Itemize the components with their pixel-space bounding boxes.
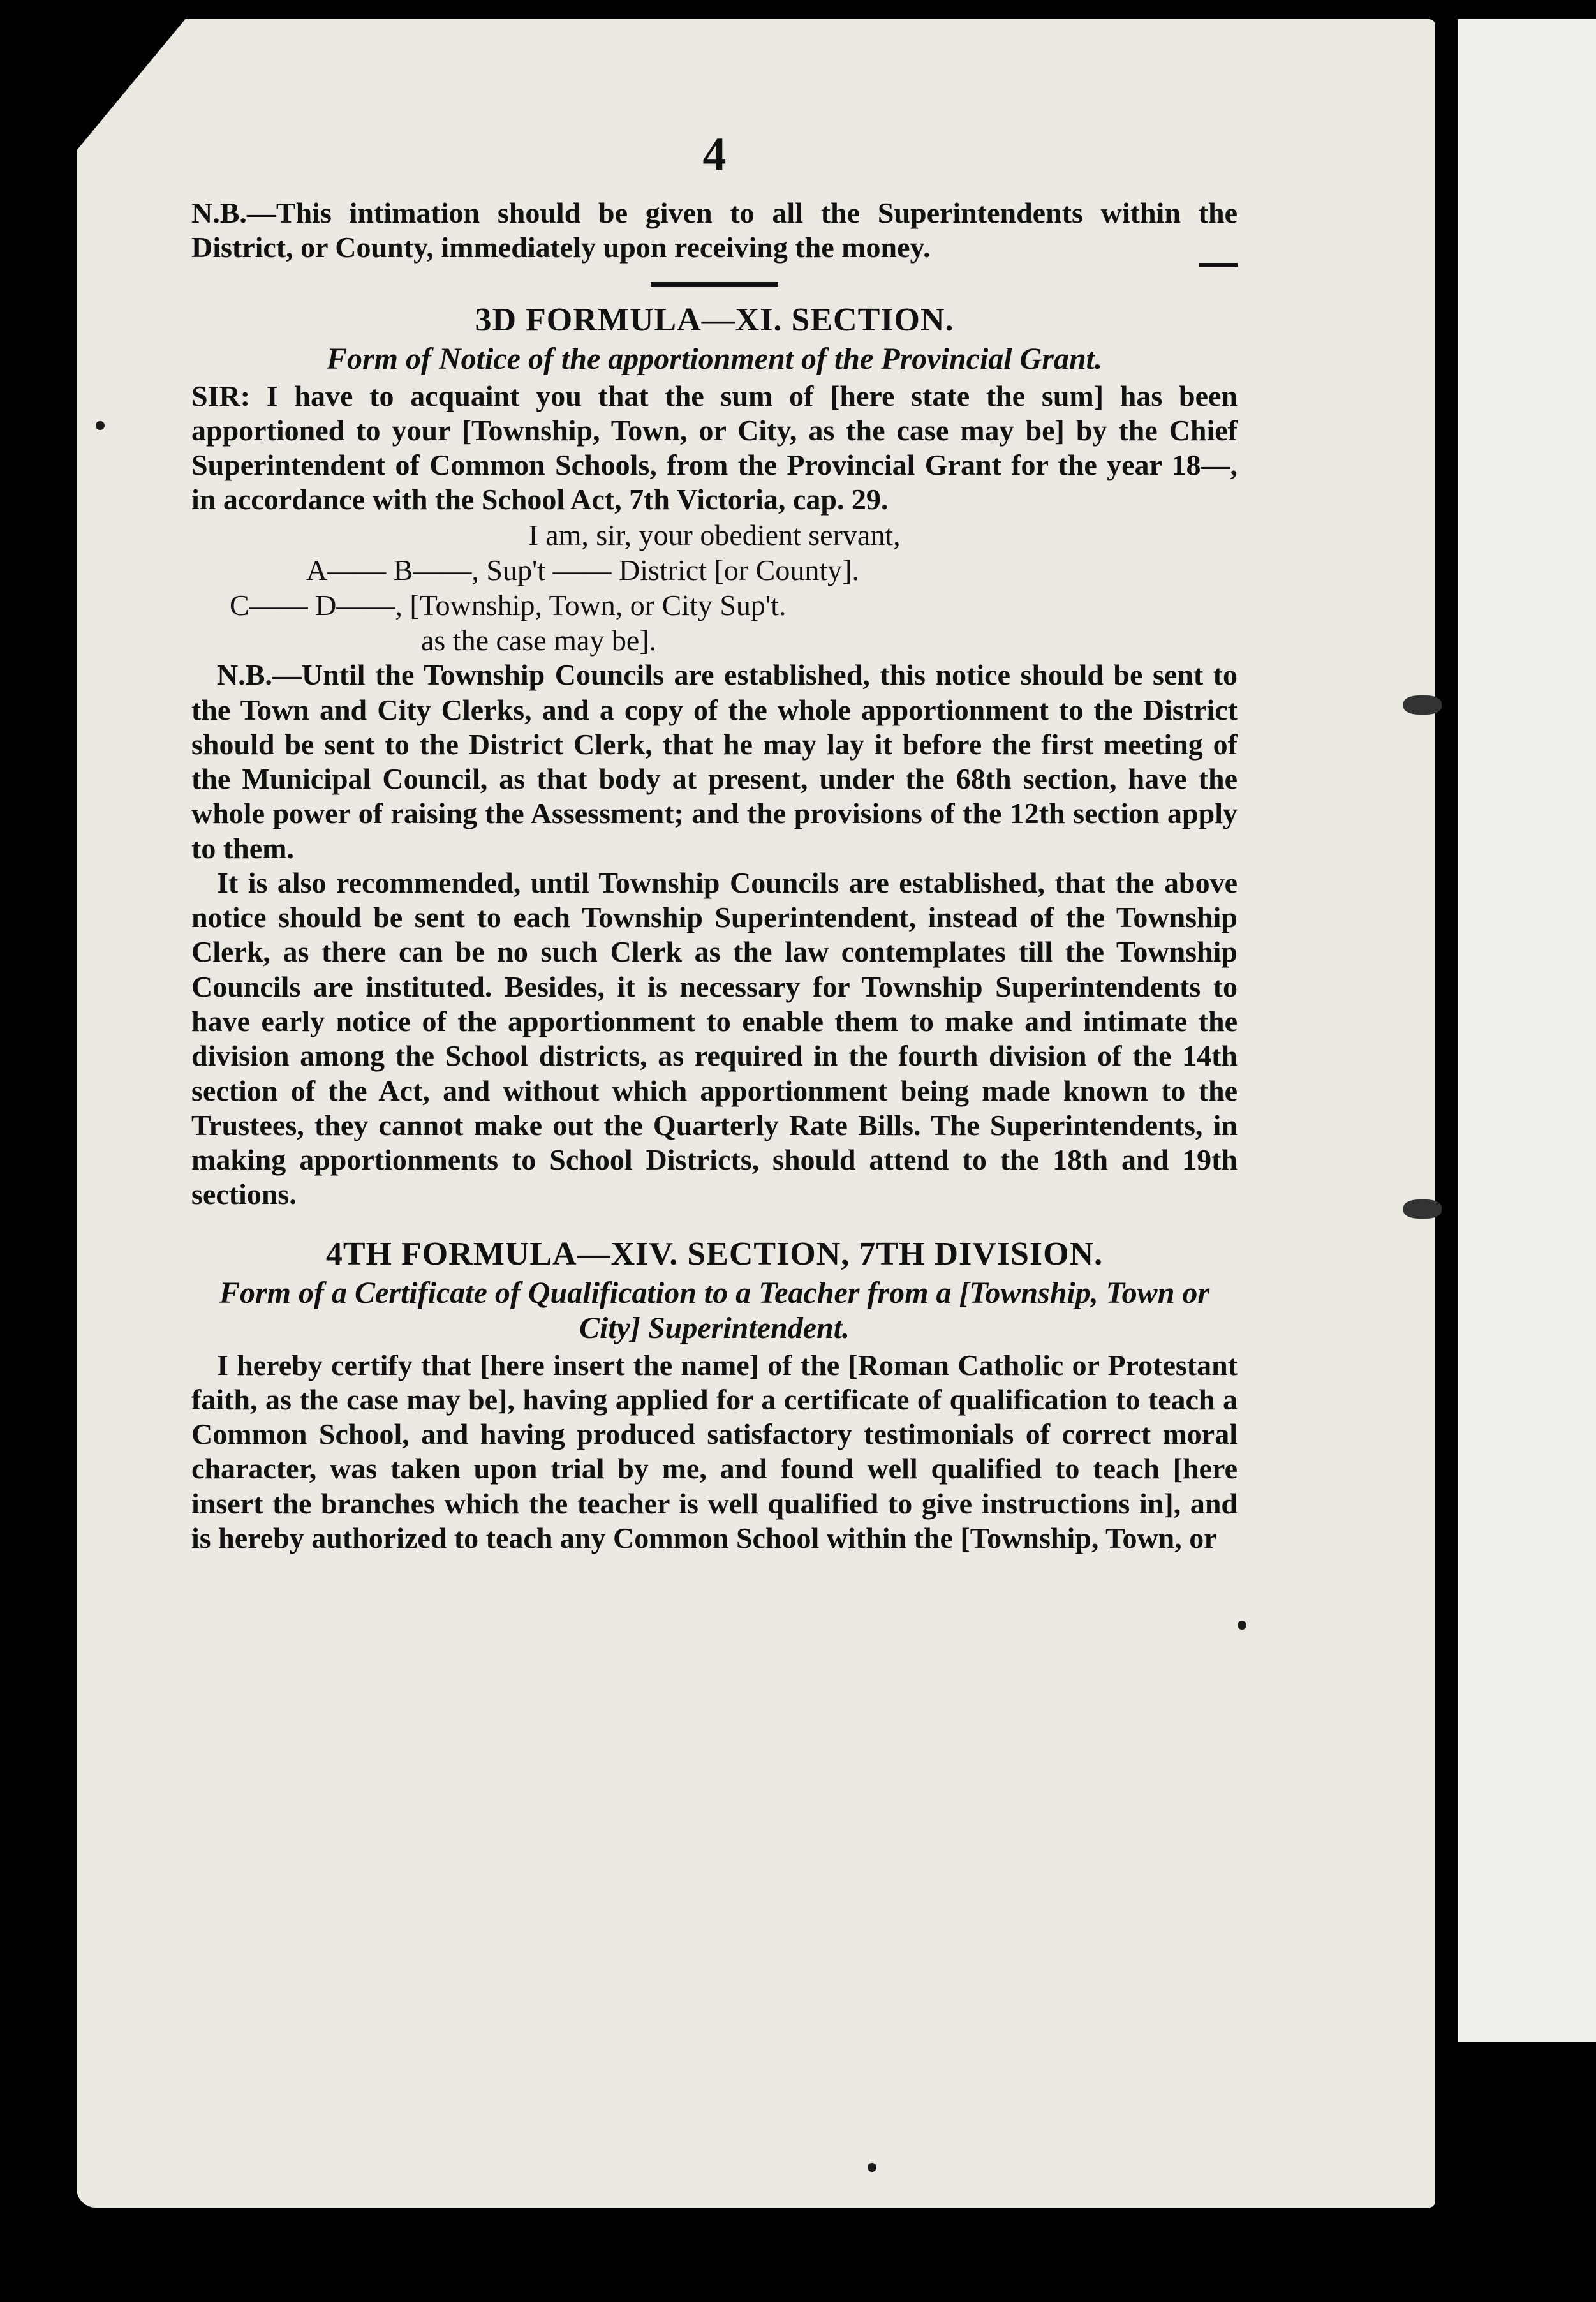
- formula-4-heading: 4TH FORMULA—XIV. SECTION, 7TH DIVISION.: [325, 1235, 1104, 1272]
- nb-intimation: N.B.—This intimation should be given to all the Superintendents within the District, or County, immediately upon receiving the money.: [191, 197, 1238, 264]
- nb-township-councils: N.B.—Until the Township Councils are established, this notice should be sent to the Town and City Clerks, and a copy of the whole apportionment to the District should be sent to the District Clerk, that he may lay it before the first meeting of the Municipal Council, as that body at present, under the 68th section, have the whole power of raising the Assessment; and the provisions of the 12th section apply to them.: [191, 658, 1238, 865]
- margin-mark: [1238, 1621, 1246, 1630]
- formula-3-closing: I am, sir, your obedient servant,: [528, 518, 901, 551]
- formula-4-body: I hereby certify that [here insert the name] of the [Roman Catholic or Protestant faith, as the case may be], having applied for a certificate of qualification to teach a Common School, and having produced satisfactory testimonials of correct moral character, was taken upon trial by me, and found well qualified to teach [here insert the branches which the teacher is well qualified to give instructions in], and is hereby authorized to teach any Common School within the [Township, Town, or: [191, 1348, 1238, 1554]
- paragraph-end-mark: [1199, 263, 1238, 267]
- margin-mark: [96, 421, 105, 430]
- page-number: 4: [702, 128, 727, 181]
- adjacent-page-edge: [1458, 19, 1596, 2042]
- formula-3-subheading: Form of Notice of the apportionment of the Provincial Grant.: [326, 341, 1102, 376]
- margin-mark: [868, 2163, 876, 2172]
- formula-4-subheading: Form of a Certificate of Qualification to a Teacher from a [Township, Town or City] Superintendent.: [219, 1275, 1210, 1345]
- recommendation-paragraph: It is also recommended, until Township Councils are established, that the above notice should be sent to each Township Superintendent, instead of the Township Clerk, as there can be no such Clerk as the law contemplates till the Township Councils are instituted. Besides, it is necessary for Township Superintendents to have early notice of the apportionment to enable them to make and intimate the division among the School districts, as required in the fourth division of the 14th section of the Act, and without which apportionment being made known to the Trustees, they cannot make out the Quarterly Rate Bills. The Superintendents, in making apportionments to School Districts, should attend to the 18th and 19th sections.: [191, 866, 1238, 1211]
- binding-thread-bottom: [1403, 1199, 1442, 1219]
- formula-3-signature-township: C—— D——, [Township, Town, or City Sup't.: [230, 588, 787, 621]
- section-rule: [651, 282, 778, 287]
- formula-3-heading: 3D FORMULA—XI. SECTION.: [475, 301, 954, 338]
- formula-3-signature-note: as the case may be].: [421, 624, 657, 657]
- formula-3-body: SIR: I have to acquaint you that the sum of [here state the sum] has been apportioned to your [Township, Town, or City, as the case may be] by the Chief Superintendent of Common Schools, from the Provincial Grant for the year 18—, in accordance with the School Act, 7th Victoria, cap. 29.: [191, 379, 1238, 516]
- binding-thread-top: [1403, 695, 1442, 715]
- page-content: [191, 128, 1238, 1556]
- formula-3-signature-district: A—— B——, Sup't —— District [or County].: [306, 553, 859, 586]
